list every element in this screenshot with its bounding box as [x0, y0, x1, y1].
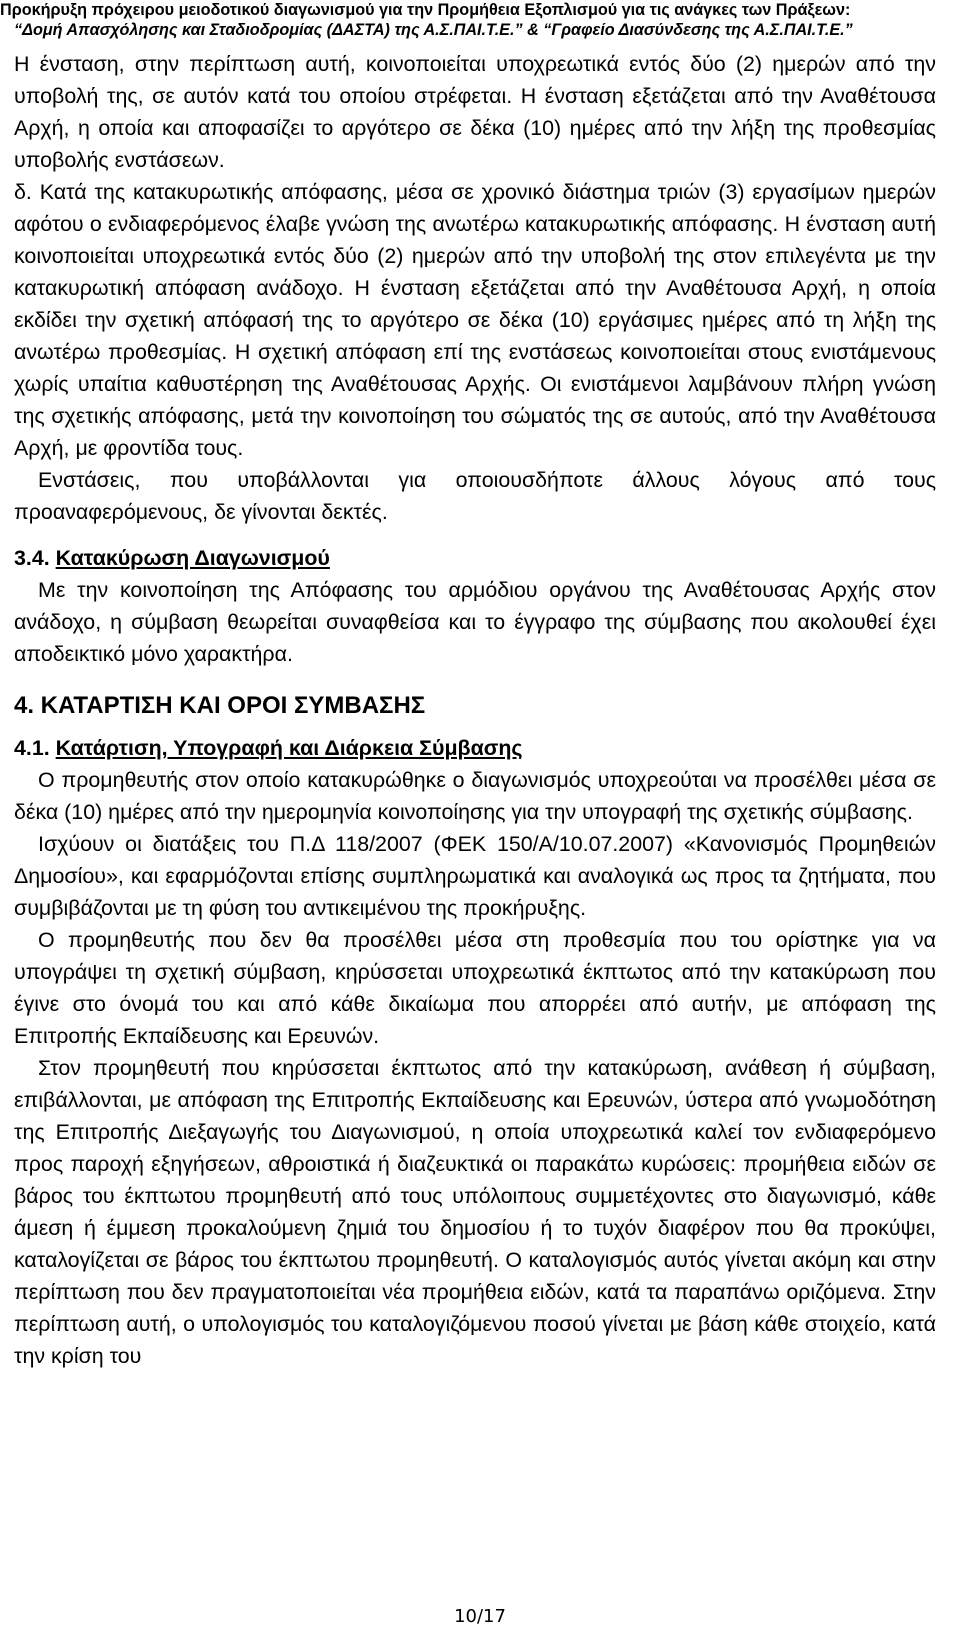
- paragraph-award: Με την κοινοποίηση της Απόφασης του αρμόδιου οργάνου της Αναθέτουσας Αρχής στον ανάδοχο, η σύμβαση θεωρείται συναφθείσα και το έγγραφο της σύμβασης που ακολουθεί έχει αποδεικτικό μόνο χαρακτήρα.: [14, 578, 936, 666]
- section-title: Κατάρτιση, Υπογραφή και Διάρκεια Σύμβασης: [55, 736, 523, 760]
- header-line-1: Προκήρυξη πρόχειρου μειοδοτικού διαγωνισμού για την Προμήθεια Εξοπλισμού για τις ανάγκες των Πράξεων:: [0, 1, 851, 19]
- section-number: 3.4.: [14, 546, 50, 570]
- section-heading-3-4: [14, 542, 936, 574]
- section-number: 4.1.: [14, 736, 50, 760]
- paragraph-item-d: δ. Κατά της κατακυρωτικής απόφασης, μέσα σε χρονικό διάστημα τριών (3) εργασίμων ημερών αφότου ο ενδιαφερόμενος έλαβε γνώση της ανωτέρω κατακυρωτικής απόφασης. Η ένσταση αυτή κοινοποιείται υποχρεωτικά εντός δύο (2) ημερών από την υποβολή της στον επιλεγέντα με την κατακυρωτική απόφαση ανάδοχο. Η ένσταση εξετάζεται από την Αναθέτουσα Αρχή, η οποία εκδίδει την σχετική απόφασή της το αργότερο σε δέκα (10) εργάσιμες ημέρες από τη λήξη της ανωτέρω προθεσμίας. Η σχετική απόφαση επί της ενστάσεως κοινοποιείται στους ενιστάμενους χωρίς υπαίτια καθυστέρηση της Αναθέτουσας Αρχής. Οι ενιστάμενοι λαμβάνουν πλήρη γνώση της σχετικής απόφασης, μετά την κοινοποίηση του σώματός της σε αυτούς, από την Αναθέτουσα Αρχή, με φροντίδα τους.: [14, 180, 936, 460]
- section-heading-4-1: [14, 732, 936, 764]
- page-number: 10/17: [454, 1606, 506, 1627]
- paragraph-sanctions: Στον προμηθευτή που κηρύσσεται έκπτωτος από την κατακύρωση, ανάθεση ή σύμβαση, επιβάλλονται, με απόφαση της Επιτροπής Εκπαίδευσης και Ερευνών, ύστερα από γνωμοδότηση της Επιτροπής Διεξαγωγής του Διαγωνισμού, η οποία υποχρεωτικά καλεί τον ενδιαφερόμενο προς παροχή εξηγήσεων, αθροιστικά ή διαζευκτικά οι παρακάτω κυρώσεις: προμήθεια ειδών σε βάρος του έκπτωτου προμηθευτή από τους υπόλοιπους συμμετέχοντες στο διαγωνισμό, κάθε άμεση ή έμμεση προκαλούμενη ζημιά του δημοσίου ή το τυχόν διαφέρον που θα προκύψει, καταλογίζεται σε βάρος του έκπτωτου προμηθευτή. Ο καταλογισμός αυτός γίνεται ακόμη και στην περίπτωση που δεν πραγματοποιείται νέα προμήθεια ειδών, κατά τα παραπάνω οριζόμενα. Στην περίπτωση αυτή, ο υπολογισμός του καταλογιζόμενου ποσού γίνεται με βάση κάθε στοιχείο, κατά την κρίση του: [14, 1056, 936, 1368]
- document-body: [14, 48, 936, 1372]
- paragraph-regulations: Ισχύουν οι διατάξεις του Π.Δ 118/2007 (ΦΕΚ 150/Α/10.07.2007) «Κανονισμός Προμηθειών Δημοσίου», και εφαρμόζονται επίσης συμπληρωματικά και αναλογικά ως προς τα ζητήματα, που συμβιβάζονται με τη φύση του αντικειμένου της προκήρυξης.: [14, 832, 936, 920]
- paragraph-forfeiture: Ο προμηθευτής που δεν θα προσέλθει μέσα στη προθεσμία που του ορίστηκε για να υπογράψει τη σχετική σύμβαση, κηρύσσεται υποχρεωτικά έκπτωτος από την κατακύρωση που έγινε στο όνομά του και από κάθε δικαίωμα που απορρέει από αυτήν, με απόφαση της Επιτροπής Εκπαίδευσης και Ερευνών.: [14, 928, 936, 1048]
- chapter-heading-4: 4. ΚΑΤΑΡΤΙΣΗ ΚΑΙ ΟΡΟΙ ΣΥΜΒΑΣΗΣ: [14, 692, 426, 719]
- paragraph-objection-notice: Η ένσταση, στην περίπτωση αυτή, κοινοποιείται υποχρεωτικά εντός δύο (2) ημερών από την υποβολή της, σε αυτόν κατά του οποίου στρέφεται. Η ένσταση εξετάζεται από την Αναθέτουσα Αρχή, η οποία και αποφασίζει το αργότερο σε δέκα (10) ημέρες από την λήξη της προθεσμίας υποβολής ενστάσεων.: [14, 52, 936, 172]
- section-title: Κατακύρωση Διαγωνισμού: [55, 546, 330, 570]
- paragraph-other-objections: Ενστάσεις, που υποβάλλονται για οποιουσδήποτε άλλους λόγους από τους προαναφερόμενους, δε γίνονται δεκτές.: [14, 468, 936, 524]
- paragraph-contract-signing: Ο προμηθευτής στον οποίο κατακυρώθηκε ο διαγωνισμός υποχρεούται να προσέλθει μέσα σε δέκα (10) ημέρες από την ημερομηνία κοινοποίησης για την υπογραφή της σχετικής σύμβασης.: [14, 768, 936, 824]
- header-line-2: “Δομή Απασχόλησης και Σταδιοδρομίας (ΔΑΣΤΑ) της Α.Σ.ΠΑΙ.Τ.Ε.” & “Γραφείο Διασύνδεσης της Α.Σ.ΠΑΙ.Τ.Ε.”: [14, 21, 853, 39]
- running-header: [0, 0, 960, 40]
